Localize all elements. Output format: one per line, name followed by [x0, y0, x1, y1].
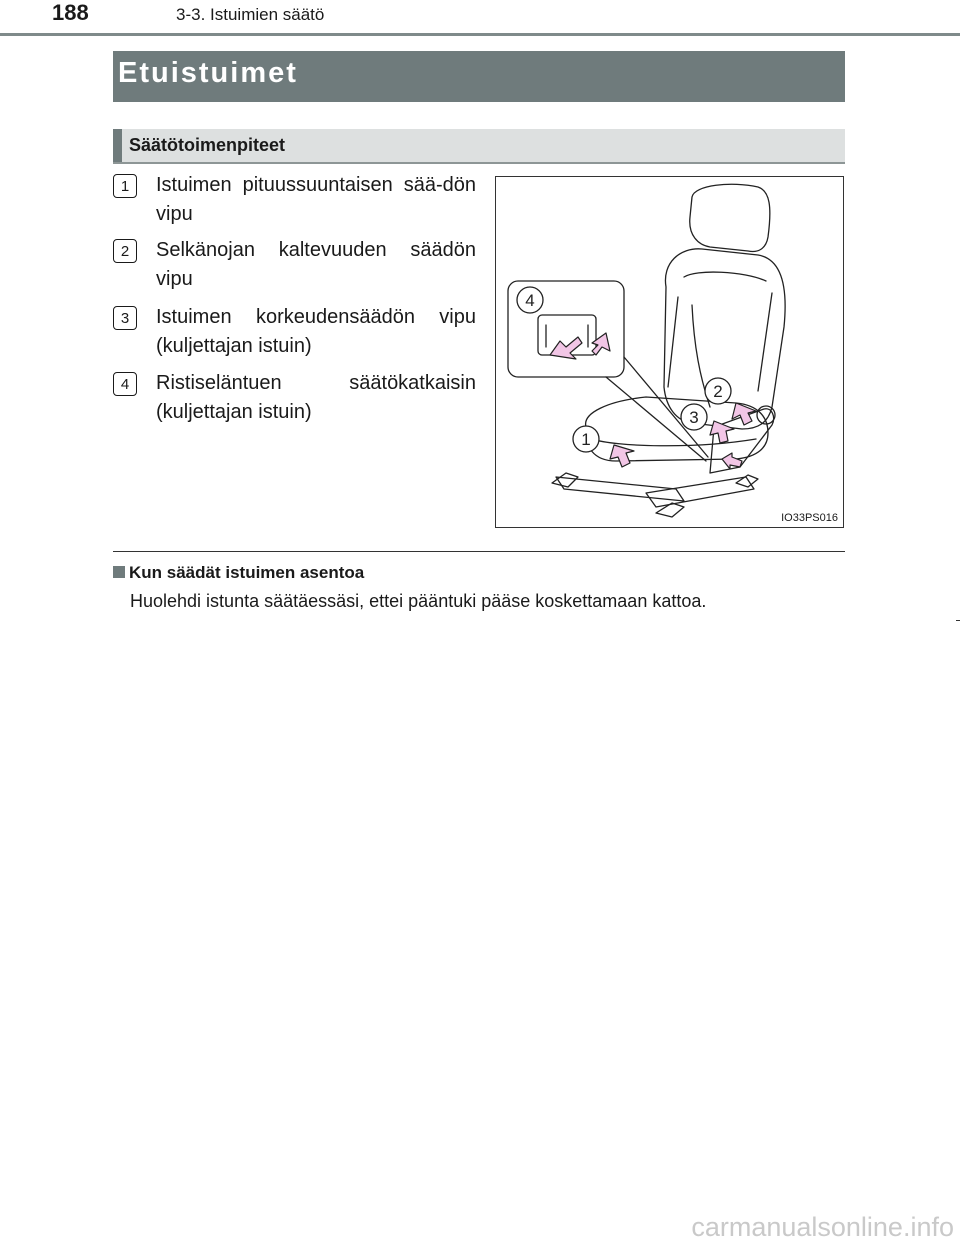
bullet-square-icon: [113, 566, 125, 578]
callout-2-label: 2: [713, 382, 723, 401]
figure-code: IO33PS016: [781, 512, 838, 524]
arrow-recline: [732, 403, 756, 425]
running-head: 3-3. Istuimien säätö: [176, 5, 325, 24]
header-rule: [0, 33, 960, 36]
item-text: Ristiseläntuen säätökatkaisin (kuljettajan istuin): [156, 372, 476, 423]
arrow-slide: [610, 445, 634, 467]
watermark: carmanualsonline.info: [691, 1212, 954, 1242]
subsection-title: Säätötoimenpiteet: [129, 135, 286, 155]
arrow-lever: [722, 453, 742, 469]
item-text: Istuimen pituussuuntaisen sää-dön vipu: [156, 174, 476, 225]
page-number: 188: [52, 0, 89, 25]
arrow-height: [710, 421, 734, 443]
headrest-shape: [690, 184, 770, 251]
callout-1-label: 1: [581, 430, 591, 449]
item-number: 4: [113, 372, 137, 396]
seat-illustration: [495, 176, 844, 528]
section-divider: [113, 551, 845, 552]
callout-4-label: 4: [525, 291, 535, 310]
item-text: Istuimen korkeudensäädön vipu (kuljettajan istuin): [156, 306, 476, 357]
note-heading: [113, 563, 364, 583]
callout-3-label: 3: [689, 408, 699, 427]
item-number: 3: [113, 306, 137, 330]
note-heading-text: Kun säädät istuimen asentoa: [129, 563, 365, 582]
item-text: Selkänojan kaltevuuden säädön vipu: [156, 239, 476, 290]
subsection-header: [113, 129, 845, 164]
item-number: 1: [113, 174, 137, 198]
section-title: Etuistuimet: [118, 57, 298, 89]
edge-mark: [956, 620, 960, 621]
seat-drawing: [496, 177, 843, 527]
item-number: 2: [113, 239, 137, 263]
section-banner: [113, 51, 845, 102]
note-body: Huolehdi istunta säätäessäsi, ettei pääntuki pääse koskettamaan kattoa.: [130, 591, 707, 611]
subsection-marker: [113, 129, 122, 162]
